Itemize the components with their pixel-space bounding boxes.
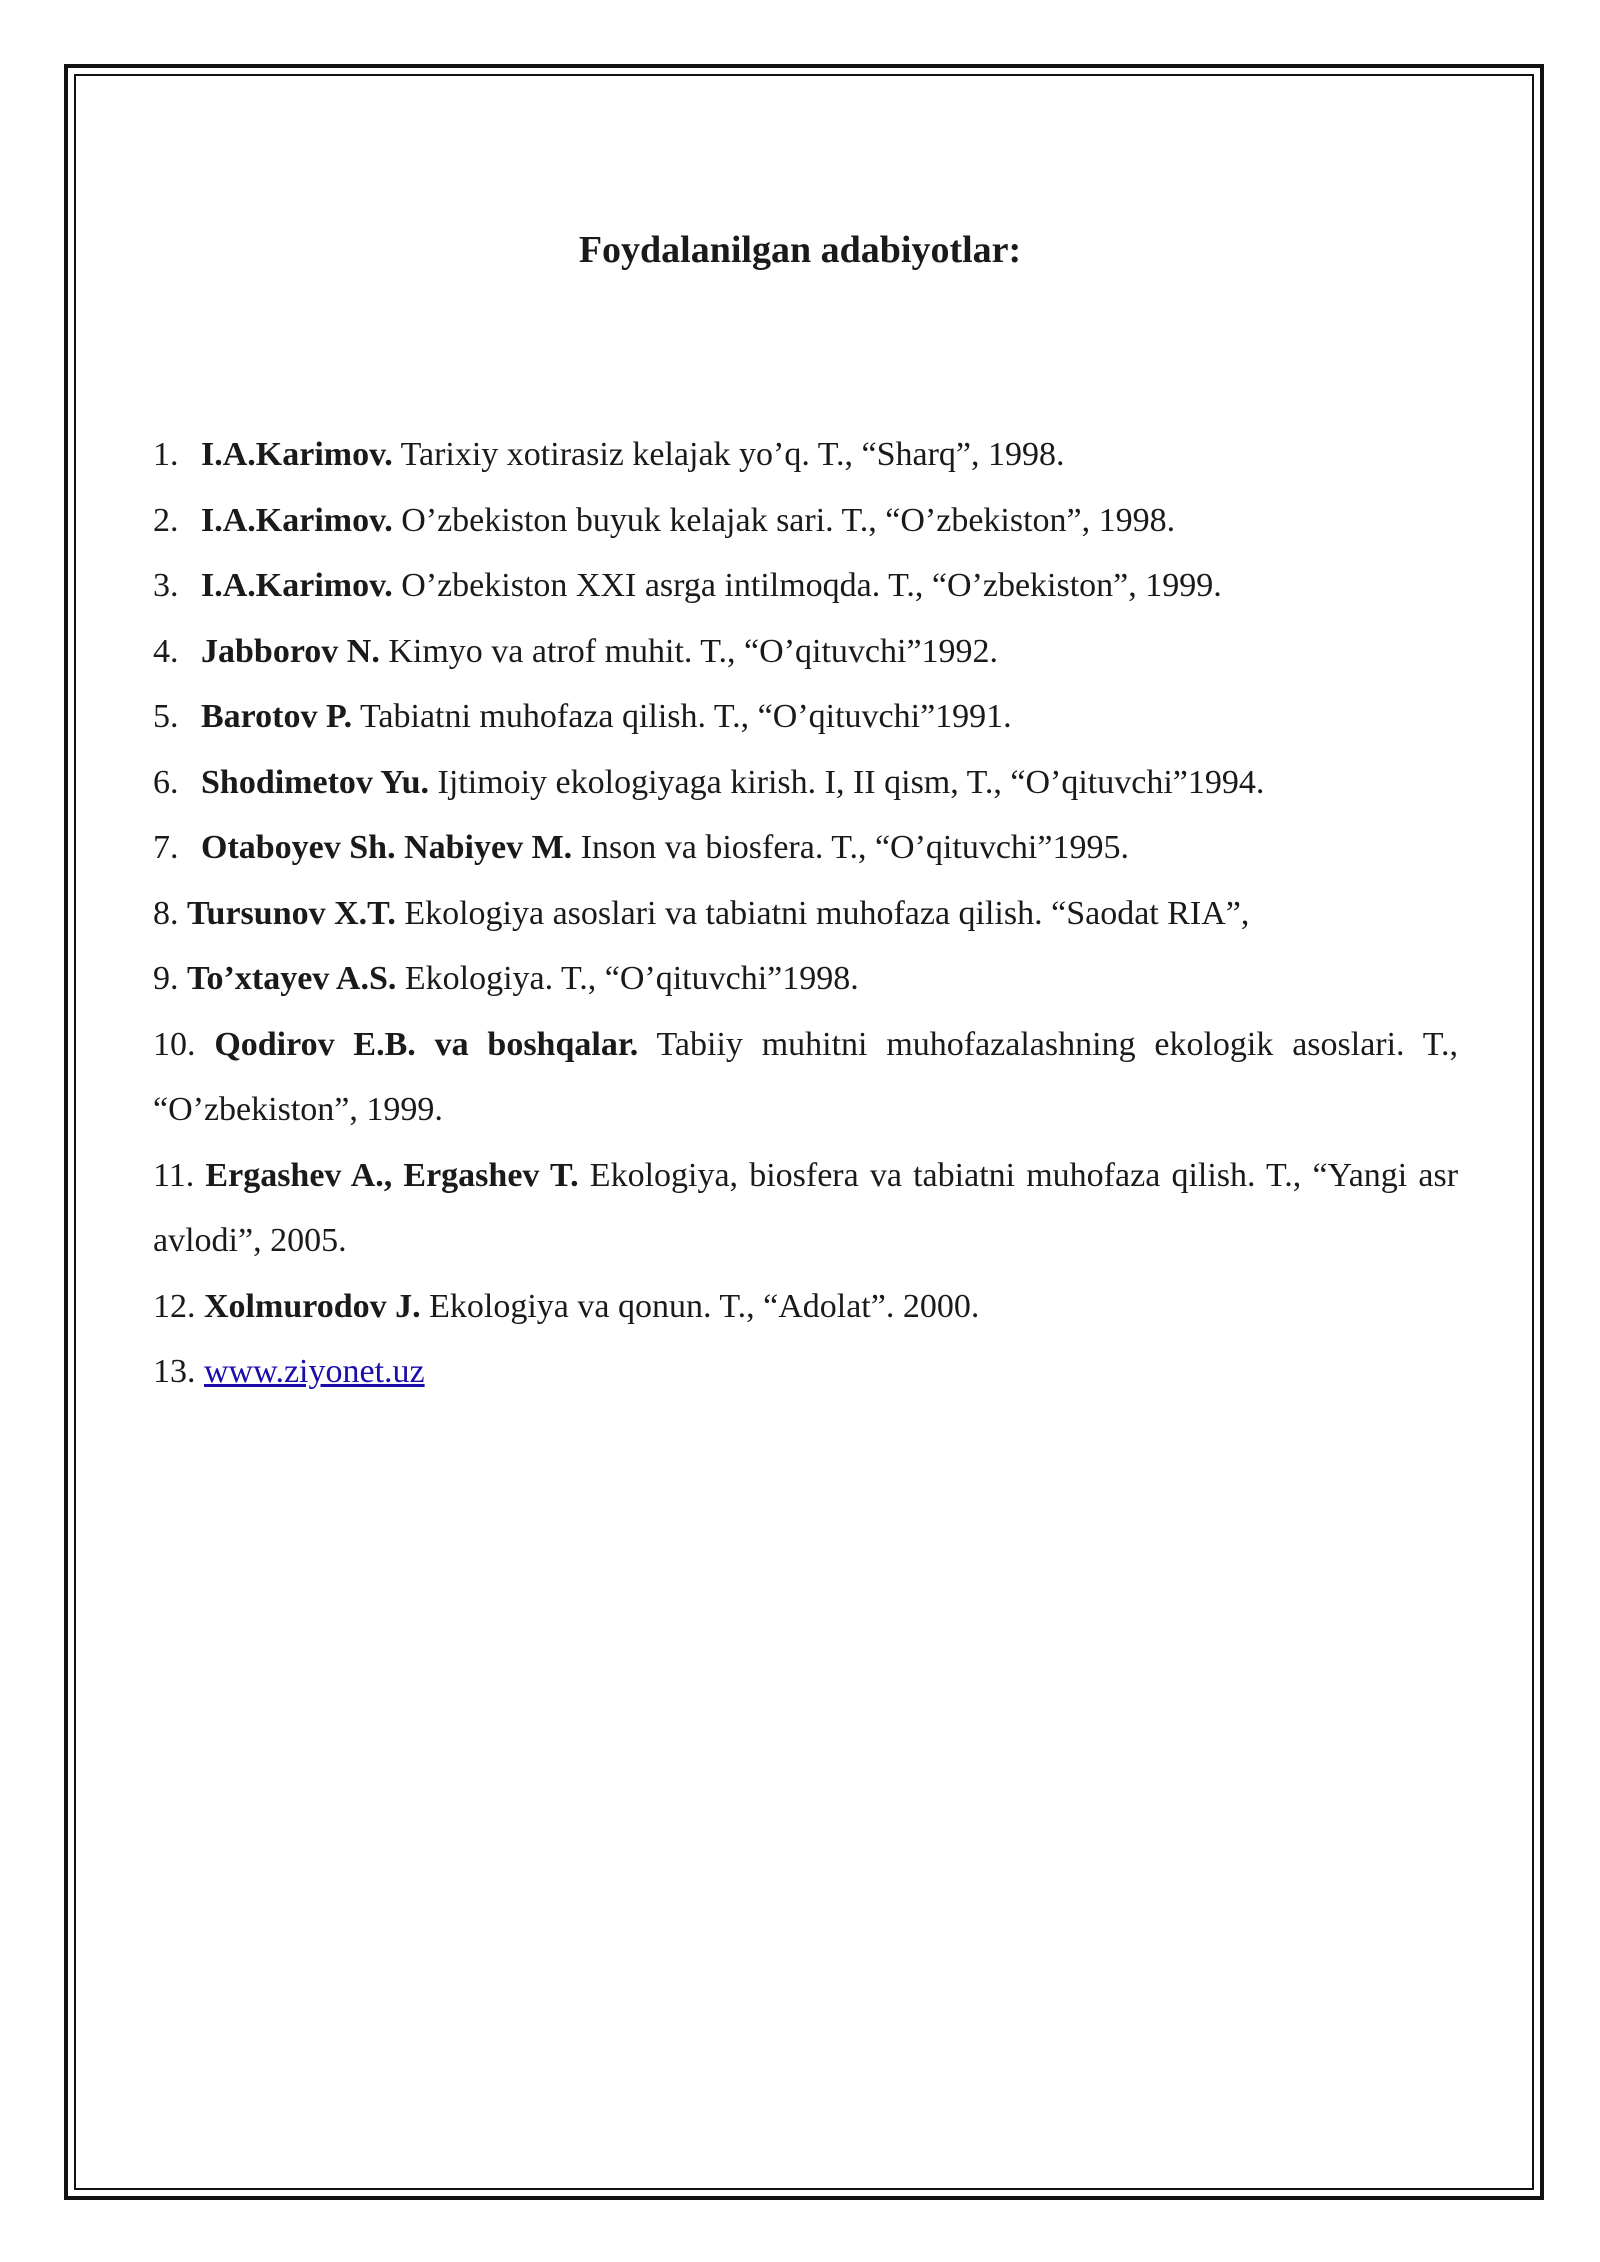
reference-author: I.A.Karimov.: [201, 567, 393, 604]
reference-item: [153, 815, 1458, 881]
reference-number: 1.: [153, 436, 179, 473]
ziyonet-link[interactable]: www.ziyonet.uz: [204, 1353, 425, 1390]
reference-item: [153, 1339, 1458, 1405]
reference-author: Jabborov N.: [201, 632, 380, 670]
reference-item: [153, 422, 1458, 488]
reference-text: O’zbekiston buyuk kelajak sari. T., “O’zbekiston”, 1998.: [401, 501, 1176, 539]
reference-text: Kimyo va atrof muhit. T., “O’qituvchi”1992.: [388, 632, 999, 670]
reference-list: [153, 422, 1458, 1405]
reference-author: Barotov P.: [201, 698, 353, 735]
reference-number: 3.: [153, 567, 179, 604]
reference-text: Tabiatni muhofaza qilish. T., “O’qituvchi”1991.: [360, 698, 1012, 735]
reference-number: 12.: [153, 1287, 196, 1325]
reference-author: I.A.Karimov.: [201, 436, 393, 473]
page-title: Foydalanilgan adabiyotlar:: [578, 229, 1022, 271]
reference-number: 9.: [153, 960, 179, 997]
reference-number: 6.: [153, 763, 179, 801]
reference-author: Ergashev A., Ergashev T.: [205, 1156, 579, 1194]
reference-number: 2.: [153, 501, 179, 539]
reference-author: Qodirov E.B. va boshqalar.: [214, 1025, 639, 1063]
reference-author: To’xtayev A.S.: [187, 960, 397, 997]
reference-text: Ijtimoiy ekologiyaga kirish. I, II qism, T., “O’qituvchi”1994.: [437, 763, 1265, 801]
reference-number: 10.: [153, 1025, 196, 1063]
reference-author: Xolmurodov J.: [204, 1287, 421, 1325]
reference-number: 8.: [153, 894, 179, 932]
reference-item: [153, 750, 1458, 816]
reference-number: 5.: [153, 698, 179, 735]
reference-item: [153, 684, 1458, 750]
reference-item: [153, 1012, 1458, 1143]
reference-number: 11.: [153, 1156, 195, 1194]
reference-text: Tarixiy xotirasiz kelajak yo’q. T., “Sharq”, 1998.: [400, 436, 1065, 473]
reference-author: Tursunov X.T.: [187, 894, 396, 932]
reference-author: Otaboyev Sh. Nabiyev M.: [201, 829, 573, 866]
reference-author: Shodimetov Yu.: [201, 763, 429, 801]
reference-number: 13.: [153, 1353, 196, 1390]
reference-text: Tabiiy muhitni muhofazalashning ekologik asoslari. T., “O’zbekiston”, 1999.: [153, 1025, 1459, 1128]
reference-number: 7.: [153, 829, 179, 866]
reference-text: Ekologiya. T., “O’qituvchi”1998.: [404, 960, 859, 997]
reference-number: 4.: [153, 632, 179, 670]
reference-item: [153, 946, 1458, 1012]
reference-text: Inson va biosfera. T., “O’qituvchi”1995.: [580, 829, 1129, 866]
reference-text: Ekologiya va qonun. T., “Adolat”. 2000.: [429, 1287, 980, 1325]
reference-text: Ekologiya, biosfera va tabiatni muhofaza qilish. T., “Yangi asr avlodi”, 2005.: [153, 1156, 1459, 1259]
reference-item: [153, 553, 1458, 619]
reference-item: [153, 1143, 1458, 1274]
reference-item: [153, 488, 1458, 554]
reference-author: I.A.Karimov.: [201, 501, 393, 539]
reference-item: [153, 881, 1458, 947]
reference-item: [153, 619, 1458, 685]
reference-item: [153, 1274, 1458, 1340]
reference-text: Ekologiya asoslari va tabiatni muhofaza qilish. “Saodat RIA”,: [404, 894, 1250, 932]
reference-text: O’zbekiston XXI asrga intilmoqda. T., “O’zbekiston”, 1999.: [401, 567, 1222, 604]
